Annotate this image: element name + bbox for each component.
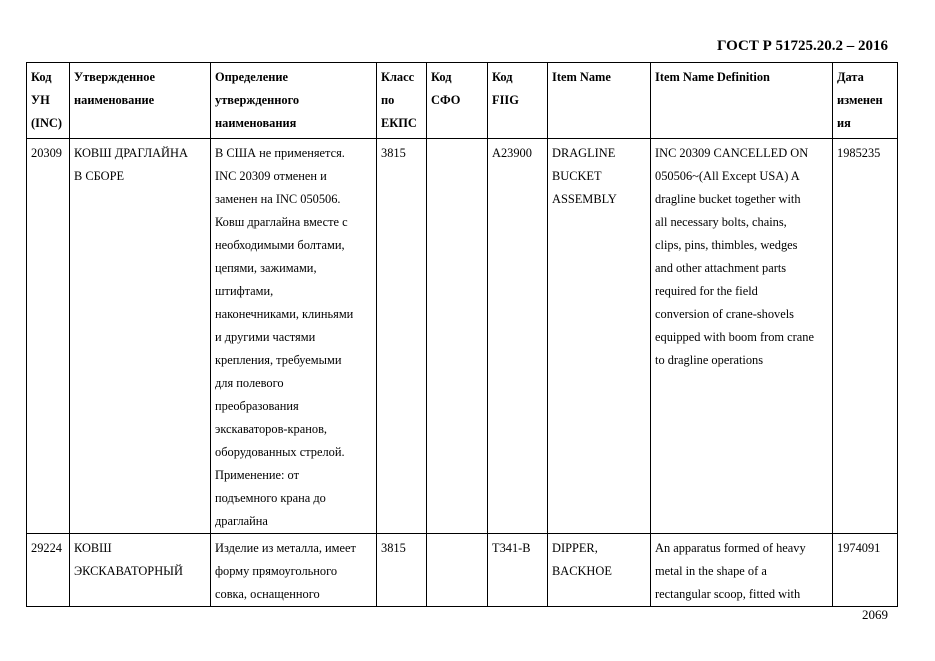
cell-text-line: для полевого [215, 376, 284, 390]
header-item-name [548, 63, 651, 139]
cell-text-line: clips, pins, thimbles, wedges [655, 238, 798, 252]
cell-name-definition [211, 534, 377, 607]
header-sfo-code [427, 63, 488, 139]
cell-text-line: наименования [215, 116, 297, 130]
cell-text-line: штифтами, [215, 284, 274, 298]
cell-text-line: заменен на INC 050506. [215, 192, 341, 206]
cell-text-line: крепления, требуемыми [215, 353, 342, 367]
cell-text-line: Код [31, 70, 52, 84]
cell-text-line: Дата [837, 70, 864, 84]
cell-text-line: наконечниками, клиньями [215, 307, 354, 321]
cell-fiig-code: A23900 [488, 139, 548, 534]
cell-text-line: УН [31, 93, 50, 107]
cell-text-line: наименование [74, 93, 155, 107]
cell-text-line: Применение: от [215, 468, 299, 482]
cell-text-line: conversion of crane-shovels [655, 307, 795, 321]
cell-text-line: Код [431, 70, 452, 84]
cell-text-line: required for the field [655, 284, 758, 298]
cell-text-line: INC 20309 отменен и [215, 169, 327, 183]
cell-text-line: Ковш драглайна вместе с [215, 215, 348, 229]
cell-text-line: equipped with boom from crane [655, 330, 814, 344]
header-item-name-definition [651, 63, 833, 139]
table-row [27, 534, 898, 607]
catalog-table [26, 62, 898, 607]
cell-text-line: BACKHOE [552, 564, 612, 578]
cell-text-line: Утвержденное [74, 70, 155, 84]
cell-item-name [548, 139, 651, 534]
cell-text-line: Item Name [552, 70, 611, 84]
table-header-row [27, 63, 898, 139]
cell-text-line: Определение [215, 70, 289, 84]
cell-text-line: В СБОРЕ [74, 169, 125, 183]
cell-name-definition [211, 139, 377, 534]
cell-text-line: Item Name Definition [655, 70, 770, 84]
cell-text-line: В США не применяется. [215, 146, 345, 160]
cell-text-line: DIPPER, [552, 541, 598, 555]
header-class [377, 63, 427, 139]
cell-text-line: and other attachment parts [655, 261, 787, 275]
cell-text-line: утвержденного [215, 93, 300, 107]
cell-item-name-definition [651, 139, 833, 534]
cell-text-line: BUCKET [552, 169, 602, 183]
cell-text-line: ЕКПС [381, 116, 417, 130]
cell-text-line: ия [837, 116, 851, 130]
cell-text-line: преобразования [215, 399, 299, 413]
cell-text-line: INC 20309 CANCELLED ON [655, 146, 809, 160]
cell-text-line: FIIG [492, 93, 519, 107]
header-approved-name [70, 63, 211, 139]
cell-text-line: СФО [431, 93, 461, 107]
cell-text-line: по [381, 93, 395, 107]
document-header: ГОСТ Р 51725.20.2 – 2016 [716, 38, 888, 54]
cell-text-line: rectangular scoop, fitted with [655, 587, 801, 601]
cell-sfo-code [427, 139, 488, 534]
cell-item-name-definition [651, 534, 833, 607]
cell-text-line: КОВШ ДРАГЛАЙНА [74, 146, 188, 160]
header-name-definition [211, 63, 377, 139]
cell-text-line: оборудованных стрелой. [215, 445, 345, 459]
cell-text-line: необходимыми болтами, [215, 238, 345, 252]
cell-text-line: драглайна [215, 514, 268, 528]
cell-text-line: An apparatus formed of heavy [655, 541, 806, 555]
cell-text-line: Класс [381, 70, 415, 84]
cell-inc: 29224 [27, 534, 70, 607]
page-number: 2069 [862, 607, 888, 622]
cell-text-line: Изделие из металла, имеет [215, 541, 356, 555]
cell-text-line: Код [492, 70, 513, 84]
cell-text-line: и другими частями [215, 330, 316, 344]
cell-text-line: ASSEMBLY [552, 192, 617, 206]
cell-text-line: изменен [837, 93, 883, 107]
cell-text-line: all necessary bolts, chains, [655, 215, 787, 229]
cell-change-date: 1985235 [833, 139, 898, 534]
cell-approved-name [70, 534, 211, 607]
cell-text-line: DRAGLINE [552, 146, 616, 160]
header-fiig-code [488, 63, 548, 139]
cell-text-line: metal in the shape of a [655, 564, 767, 578]
cell-approved-name [70, 139, 211, 534]
cell-text-line: to dragline operations [655, 353, 764, 367]
cell-text-line: форму прямоугольного [215, 564, 338, 578]
table-row [27, 139, 898, 534]
cell-text-line: ЭКСКАВАТОРНЫЙ [74, 564, 183, 578]
cell-sfo-code [427, 534, 488, 607]
cell-text-line: КОВШ [74, 541, 112, 555]
cell-text-line: подъемного крана до [215, 491, 326, 505]
cell-text-line: экскаваторов-кранов, [215, 422, 328, 436]
cell-text-line: цепями, зажимами, [215, 261, 317, 275]
cell-item-name [548, 534, 651, 607]
cell-inc: 20309 [27, 139, 70, 534]
cell-class: 3815 [377, 534, 427, 607]
cell-text-line: совка, оснащенного [215, 587, 320, 601]
cell-fiig-code: T341-B [488, 534, 548, 607]
cell-text-line: dragline bucket together with [655, 192, 801, 206]
cell-text-line: 050506~(All Except USA) A [655, 169, 800, 183]
header-change-date [833, 63, 898, 139]
cell-class: 3815 [377, 139, 427, 534]
cell-text-line: (INC) [31, 116, 62, 130]
header-inc [27, 63, 70, 139]
cell-change-date: 1974091 [833, 534, 898, 607]
